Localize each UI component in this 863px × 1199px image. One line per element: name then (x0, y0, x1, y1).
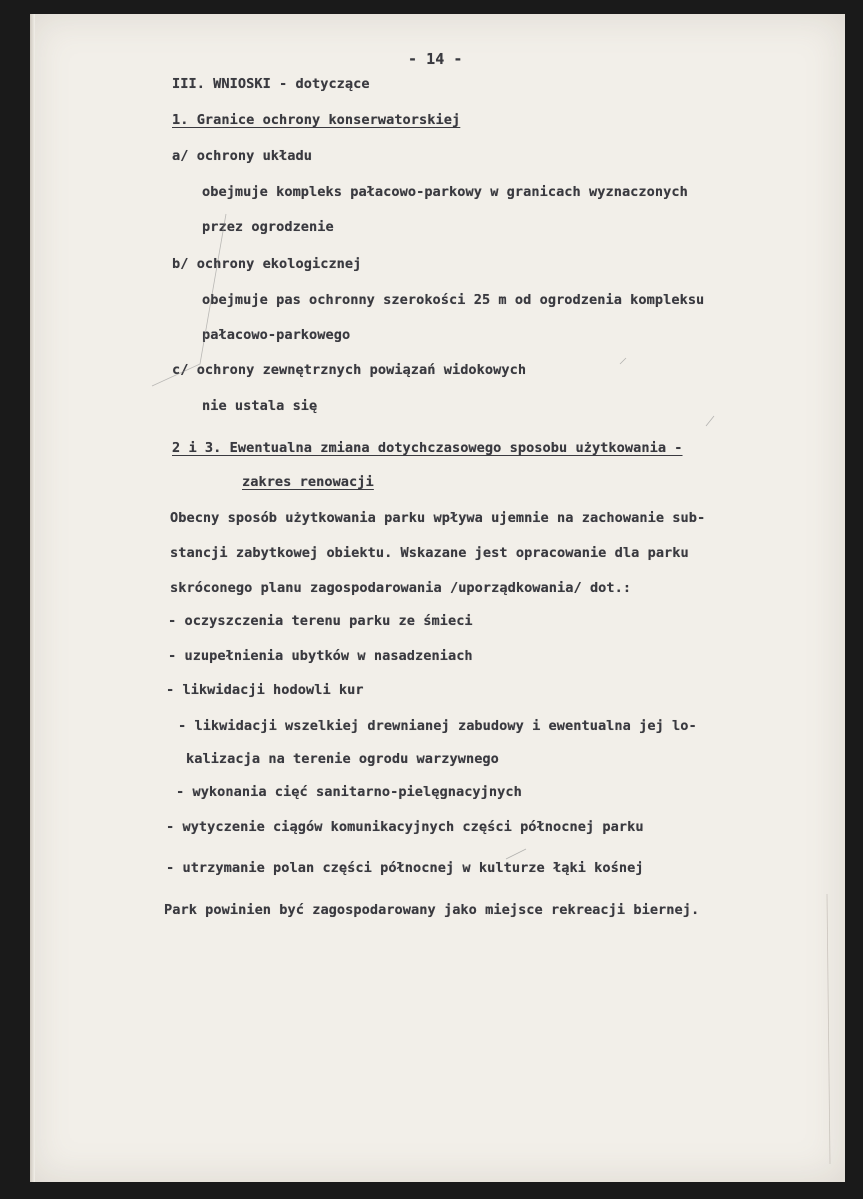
item1-a-text1: obejmuje kompleks pałacowo-parkowy w granicach wyznaczonych (202, 184, 688, 200)
item23-para-line2: stancji zabytkowej obiektu. Wskazane jest opracowanie dla parku (170, 545, 689, 561)
item1-heading: 1. Granice ochrony konserwatorskiej (172, 112, 461, 128)
bullet-item: - wytyczenie ciągów komunikacyjnych części północnej parku (166, 819, 644, 835)
item23-heading2: zakres renowacji (242, 474, 374, 490)
item1-c-text: nie ustala się (202, 398, 318, 414)
closing-sentence: Park powinien być zagospodarowany jako miejsce rekreacji biernej. (164, 902, 700, 918)
bullet-item: - likwidacji hodowli kur (166, 682, 364, 698)
bullet-item: - oczyszczenia terenu parku ze śmieci (168, 613, 473, 629)
item23-para-line3: skróconego planu zagospodarowania /uporządkowania/ dot.: (170, 580, 632, 596)
bullet-item-continuation: kalizacja na terenie ogrodu warzywnego (186, 751, 499, 767)
section-heading: III. WNIOSKI - dotyczące (172, 76, 370, 92)
item1-b-text2: pałacowo-parkowego (202, 327, 351, 343)
item23-heading1: 2 i 3. Ewentualna zmiana dotychczasowego sposobu użytkowania - (172, 440, 683, 456)
item23-para-line1: Obecny sposób użytkowania parku wpływa ujemnie na zachowanie sub- (170, 510, 706, 526)
bullet-item: - likwidacji wszelkiej drewnianej zabudowy i ewentualna jej lo- (178, 718, 697, 734)
item1-b-label: b/ ochrony ekologicznej (172, 256, 362, 272)
item1-a-text2: przez ogrodzenie (202, 219, 334, 235)
bullet-item: - utrzymanie polan części północnej w kulturze łąki kośnej (166, 860, 644, 876)
bullet-item: - uzupełnienia ubytków w nasadzeniach (168, 648, 473, 664)
item1-a-label: a/ ochrony układu (172, 148, 312, 164)
page-number: - 14 - (408, 50, 463, 68)
document-page (30, 14, 845, 1182)
item1-b-text1: obejmuje pas ochronny szerokości 25 m od ogrodzenia kompleksu (202, 292, 705, 308)
bullet-item: - wykonania cięć sanitarno-pielęgnacyjnych (176, 784, 522, 800)
item1-c-label: c/ ochrony zewnętrznych powiązań widokowych (172, 362, 527, 378)
